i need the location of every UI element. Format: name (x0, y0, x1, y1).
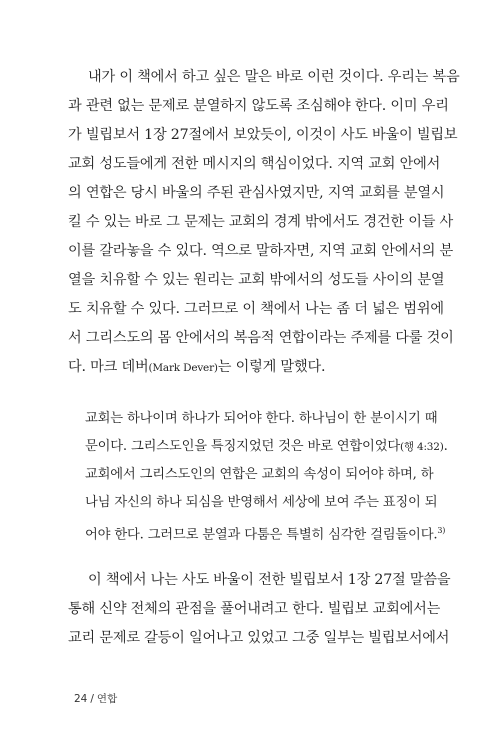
body-line: 내가 이 책에서 하고 싶은 말은 바로 이런 것이다. 우리는 복음 (88, 69, 460, 85)
footer-separator: / (90, 693, 94, 705)
body-line: 가 빌립보서 1장 27절에서 보았듯이, 이것이 사도 바울이 빌립보 (68, 127, 458, 143)
quote-line: 나님 자신의 하나 되심을 반영해서 세상에 보여 주는 표징이 되 (85, 495, 438, 510)
footnote-marker: 3) (437, 526, 446, 535)
body-line: 열을 치유할 수 있는 원리는 교회 밖에서의 성도들 사이의 분열 (68, 272, 445, 288)
quote-line: 교회에서 그리스도인의 연합은 교회의 속성이 되어야 하며, 하 (85, 467, 434, 482)
quote-line (85, 437, 448, 457)
quote-line: 교회는 하나이며 하나가 되어야 한다. 하나님이 한 분이시기 때 (85, 411, 438, 426)
quote-text: 문이다. 그리스도인을 특징지었던 것은 바로 연합이었다 (85, 439, 400, 454)
body-line: 의 연합은 당시 바울의 주된 관심사였지만, 지역 교회를 분열시 (68, 185, 445, 201)
body-line: 과 관련 없는 문제로 분열하지 않도록 조심해야 한다. 이미 우리 (68, 98, 449, 114)
scripture-reference: (행 4:32) (400, 441, 444, 453)
body-line: 교회 성도들에게 전한 메시지의 핵심이었다. 지역 교회 안에서 (68, 156, 441, 172)
page-footer (74, 691, 117, 706)
body-text: 다. 마크 데버 (68, 359, 149, 375)
body-line: 이 책에서 나는 사도 바울이 전한 빌립보서 1장 27절 말씀을 (88, 572, 451, 588)
body-line-last (68, 357, 430, 378)
body-line: 킬 수 있는 바로 그 문제는 교회의 경계 밖에서도 경건한 이들 사 (68, 214, 454, 230)
body-line: 서 그리스도의 몸 안에서의 복음적 연합이라는 주제를 다룰 것이 (68, 330, 454, 346)
quote-line-last (85, 521, 446, 545)
running-title: 연합 (96, 693, 118, 705)
body-line: 통해 신약 전체의 관점을 풀어내려고 한다. 빌립보 교회에서는 (68, 601, 441, 617)
quote-text: 어야 한다. 그러므로 분열과 다툼은 특별히 심각한 걸림돌이다. (85, 527, 438, 543)
body-line: 교리 문제로 갈등이 일어나고 있었고 그중 일부는 빌립보서에서 (68, 630, 450, 646)
body-text: 는 이렇게 말했다. (217, 359, 326, 375)
body-line: 이를 갈라놓을 수 있다. 역으로 말하자면, 지역 교회 안에서의 분 (68, 243, 454, 259)
quote-text: . (443, 439, 448, 454)
body-line: 도 치유할 수 있다. 그러므로 이 책에서 나는 좀 더 넓은 범위에 (68, 301, 444, 317)
page-number: 24 (74, 693, 88, 705)
author-name-english: (Mark Dever) (148, 362, 218, 374)
